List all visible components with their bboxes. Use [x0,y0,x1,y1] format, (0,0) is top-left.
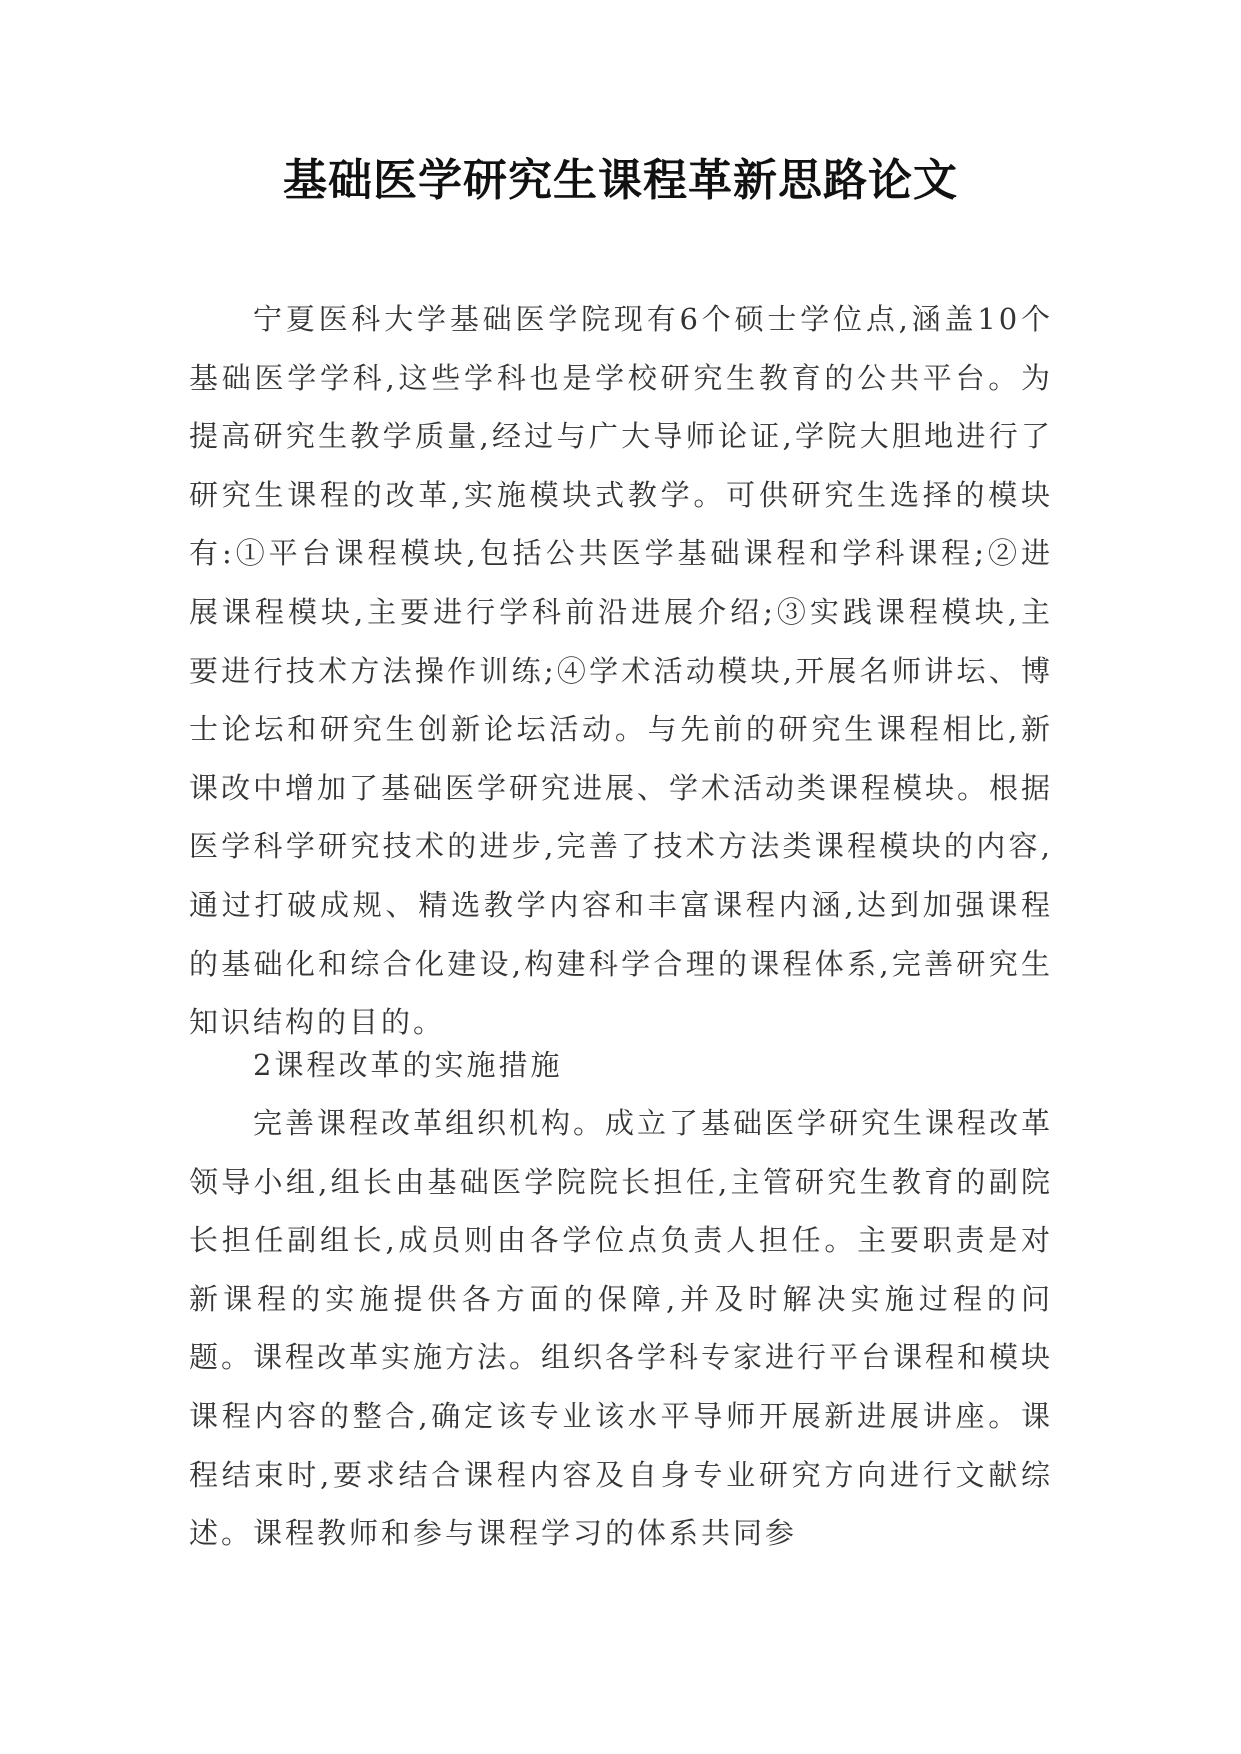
body-paragraph-1: 宁夏医科大学基础医学院现有6个硕士学位点,涵盖10个基础医学学科,这些学科也是学校研究生教育的公共平台。为提高研究生教学质量,经过与广大导师论证,学院大胆地进行了研究生课程的改革,实施模块式教学。可供研究生选择的模块有:①平台课程模块,包括公共医学基础课程和学科课程;②进展课程模块,主要进行学科前沿进展介绍;③实践课程模块,主要进行技术方法操作训练;④学术活动模块,开展名师讲坛、博士论坛和研究生创新论坛活动。与先前的研究生课程相比,新课改中增加了基础医学研究进展、学术活动类课程模块。根据医学科学研究技术的进步,完善了技术方法类课程模块的内容,通过打破成规、精选教学内容和丰富课程内涵,达到加强课程的基础化和综合化建设,构建科学合理的课程体系,完善研究生知识结构的目的。 [189,302,1054,1040]
section-heading: 2课程改革的实施措施 [253,1048,563,1082]
body-paragraph-2: 完善课程改革组织机构。成立了基础医学研究生课程改革领导小组,组长由基础医学院院长担任,主管研究生教育的副院长担任副组长,成员则由各学位点负责人担任。主要职责是对新课程的实施提供各方面的保障,并及时解决实施过程的问题。课程改革实施方法。组织各学科专家进行平台课程和模块课程内容的整合,确定该专业该水平导师开展新进展讲座。课程结束时,要求结合课程内容及自身专业研究方向进行文献综述。课程教师和参与课程学习的体系共同参 [189,1106,1054,1551]
document-title: 基础医学研究生课程革新思路论文 [283,155,958,206]
paragraph-block-1 [189,290,1053,1052]
paragraph-block-2 [189,1094,1053,1563]
section-heading-block [189,1036,1053,1095]
